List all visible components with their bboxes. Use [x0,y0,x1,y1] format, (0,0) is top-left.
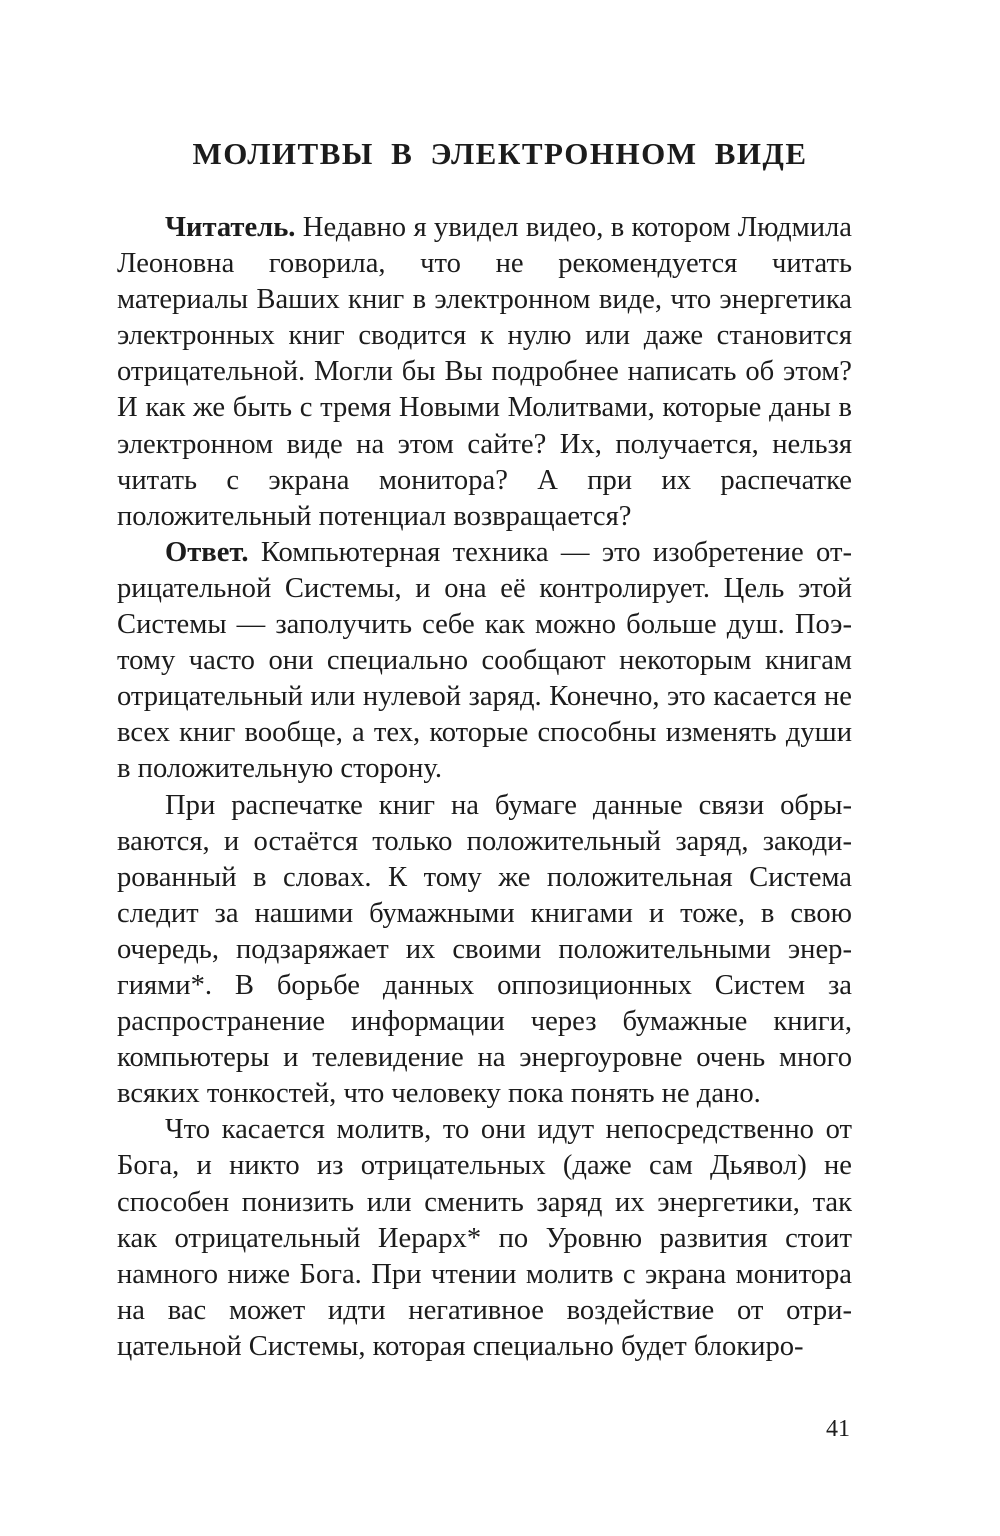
paragraph-text: Что касается молитв, то они идут непосредственно от Бога, и никто из отрицательных (даже сам Дьявол) не способен понизить или сменить заряд их энергетики, так как отрицательный Иерарх* по Уровню развития стоит намного ниже Бога. При чтении молитв с экрана монитора на вас может идти негативное воздействие от отрицательной Системы, которая специально будет блокиро- [117,1114,852,1362]
speaker-label: Ответ. [165,536,249,568]
paragraph-text: Недавно я увидел видео, в котором Людмила Леоновна говорила, что не рекомендуется читать материалы Ваших книг в электронном виде, что энергетика электронных книг сводится к нулю или даже становится отрицательной. Могли бы Вы подробнее написать об этом? И как же быть с тремя Новыми Молитвами, которые даны в электронном виде на этом сайте? Их, получается, нельзя читать с экрана монитора? А при их распечатке положительный потенциал возвращается? [117,212,852,532]
page-number: 41 [826,1416,850,1442]
speaker-label: Читатель. [165,212,296,243]
paragraph-text: При распечатке книг на бумаге данные связи обрываются, и остаётся только положительный заряд, закодированный в словах. К тому же положительная Система следит за нашими бумажными книгами и тоже, в свою очередь, подзаряжает их своими положительными энергиями*. В борьбе данных оппозиционных Систем за распространение информации через бумажные книги, компьютеры и телевидение на энергоуровне очень много всяких тонкостей, что человеку пока понять не дано. [117,789,852,1110]
paragraph-text: Компьютерная техника — это изобретение отрицательной Системы, и она её контролирует. Цель этой Системы — заполучить себе как можно больше душ. Поэтому часто они специально сообщают некоторым книгам отрицательный или нулевой заряд. Конечно, это касается не всех книг вообще, а тех, которые способны изменять души в положительную сторону. [117,536,852,785]
paragraph [117,788,852,1113]
paragraph-reader-question [117,210,852,535]
paragraph [117,1112,852,1365]
paragraph-answer [117,535,852,788]
body-text [117,210,852,1365]
chapter-title: МОЛИТВЫ В ЭЛЕКТРОННОМ ВИДЕ [192,136,808,171]
